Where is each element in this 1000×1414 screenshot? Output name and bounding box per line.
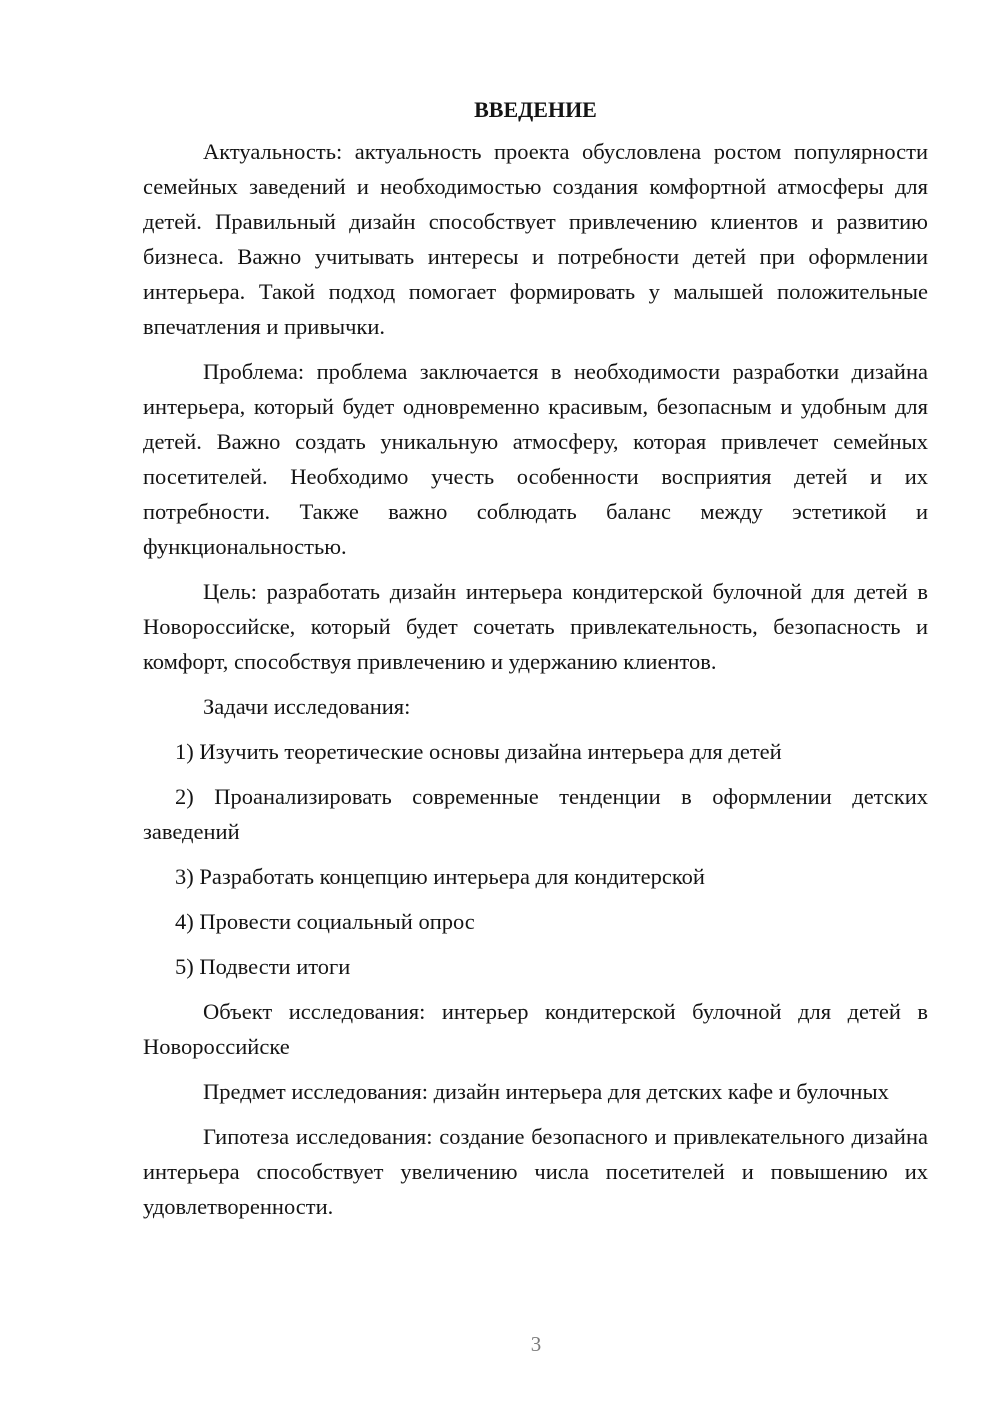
task-item: 2) Проанализировать современные тенденции в оформлении детских заведений — [143, 784, 928, 844]
task-item: 5) Подвести итоги — [175, 954, 351, 979]
task-item: 3) Разработать концепцию интерьера для кондитерской — [175, 864, 705, 889]
subject-paragraph: Предмет исследования: дизайн интерьера для детских кафе и булочных — [203, 1079, 889, 1104]
goal-paragraph: Цель: разработать дизайн интерьера кондитерской булочной для детей в Новороссийске, который будет сочетать привлекательность, безопасность и комфорт, способствуя привлечению и удержанию клиентов. — [143, 579, 928, 674]
section-title: ВВЕДЕНИЕ — [474, 97, 597, 122]
page-number: 3 — [530, 1332, 542, 1356]
task-item: 4) Провести социальный опрос — [175, 909, 475, 934]
problem-paragraph: Проблема: проблема заключается в необходимости разработки дизайна интерьера, который будет одновременно красивым, безопасным и удобным для детей. Важно создать уникальную атмосферу, которая привлечет семейных посетителей. Необходимо учесть особенности восприятия детей и их потребности. Также важно соблюдать баланс между эстетикой и функциональностью. — [143, 359, 928, 559]
task-item: 1) Изучить теоретические основы дизайна интерьера для детей — [175, 739, 782, 764]
tasks-heading: Задачи исследования: — [203, 694, 411, 719]
object-paragraph: Объект исследования: интерьер кондитерской булочной для детей в Новороссийске — [143, 999, 928, 1059]
relevance-paragraph: Актуальность: актуальность проекта обусловлена ростом популярности семейных заведений и необходимостью создания комфортной атмосферы для детей. Правильный дизайн способствует привлечению клиентов и развитию бизнеса. Важно учитывать интересы и потребности детей при оформлении интерьера. Такой подход помогает формировать у малышей положительные впечатления и привычки. — [143, 139, 928, 339]
page-content — [143, 92, 928, 1234]
hypothesis-paragraph: Гипотеза исследования: создание безопасного и привлекательного дизайна интерьера способствует увеличению числа посетителей и повышению их удовлетворенности. — [143, 1124, 928, 1219]
